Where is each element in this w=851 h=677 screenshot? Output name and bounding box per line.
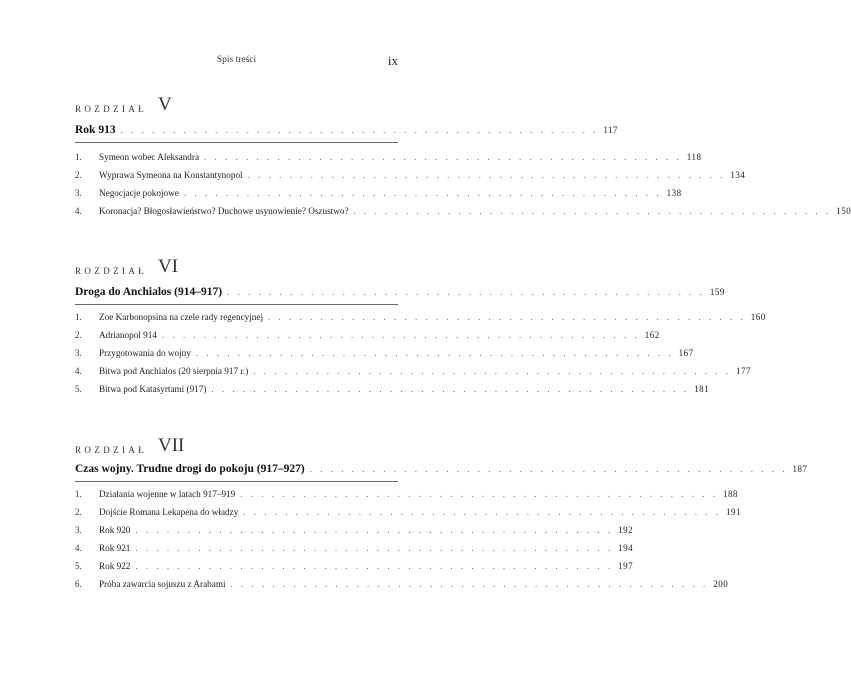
dot-leader: . . . . . . . . . . . . . . . . . . . . . . . . . . . . . . . . . . . . . . . . . . . . . . [204,152,682,162]
toc-item[interactable] [75,507,742,521]
chapter-label: ROZDZIAŁ [75,104,148,114]
part-entry[interactable] [75,286,725,302]
item-title: Próba zawarcia sojuszu z Arabami [99,579,226,589]
item-title: Działania wojenne w latach 917–919 [99,489,236,499]
dot-leader: . . . . . . . . . . . . . . . . . . . . . . . . . . . . . . . . . . . . . . . . . . . . . . [268,312,746,322]
chapter-heading [75,433,398,455]
dot-leader: . . . . . . . . . . . . . . . . . . . . . . . . . . . . . . . . . . . . . . . . . . . . . . [230,579,709,589]
toc-item[interactable] [75,561,634,575]
part-entry[interactable] [75,463,808,479]
part-page: 187 [792,464,808,474]
toc-item[interactable] [75,543,634,557]
toc-item[interactable] [75,312,766,326]
item-page: 138 [666,188,682,198]
chapter-number: VI [158,256,179,277]
item-number: 3. [75,525,82,535]
item-title: Koronacja? Błogosławieństwo? Duchowe usynowienie? Oszustwo? [99,206,349,216]
running-head [75,53,398,69]
dot-leader: . . . . . . . . . . . . . . . . . . . . . . . . . . . . . . . . . . . . . . . . . . . . . . [120,125,599,135]
item-number: 2. [75,170,82,180]
toc-item[interactable] [75,188,682,202]
item-page: 177 [736,366,752,376]
item-page: 134 [730,170,746,180]
item-page: 192 [618,525,634,535]
dot-leader: . . . . . . . . . . . . . . . . . . . . . . . . . . . . . . . . . . . . . . . . . . . . . . [247,170,726,180]
item-page: 188 [722,489,738,499]
item-title: Bitwa pod Anchialos (20 sierpnia 917 r.) [99,366,249,376]
dot-leader: . . . . . . . . . . . . . . . . . . . . . . . . . . . . . . . . . . . . . . . . . . . . . . [135,525,614,535]
item-number: 2. [75,330,82,340]
chapter-vii [75,433,808,589]
toc-item[interactable] [75,330,660,344]
part-page: 159 [709,287,725,297]
part-title: Czas wojny. Trudne drogi do pokoju (917–927) [75,463,305,475]
item-page: 150 [836,206,851,216]
item-title: Dojście Romana Lekapena do władzy [99,507,239,517]
item-title: Wyprawa Symeona na Konstantynopol [99,170,243,180]
part-title: Rok 913 [75,124,116,136]
item-page: 191 [726,507,742,517]
dot-leader: . . . . . . . . . . . . . . . . . . . . . . . . . . . . . . . . . . . . . . . . . . . . . . [135,543,614,553]
toc-item[interactable] [75,206,851,220]
item-page: 181 [694,384,710,394]
item-number: 4. [75,206,82,216]
dot-leader: . . . . . . . . . . . . . . . . . . . . . . . . . . . . . . . . . . . . . . . . . . . . . . [243,507,722,517]
item-page: 167 [678,348,694,358]
dot-leader: . . . . . . . . . . . . . . . . . . . . . . . . . . . . . . . . . . . . . . . . . . . . . . [183,188,662,198]
toc-item[interactable] [75,366,752,380]
toc-item[interactable] [75,348,694,362]
toc-item[interactable] [75,384,710,398]
toc-item[interactable] [75,525,634,539]
dot-leader: . . . . . . . . . . . . . . . . . . . . . . . . . . . . . . . . . . . . . . . . . . . . . . [161,330,640,340]
dot-leader: . . . . . . . . . . . . . . . . . . . . . . . . . . . . . . . . . . . . . . . . . . . . . . [135,561,614,571]
divider-rule [75,304,398,305]
part-entry[interactable] [75,124,618,140]
item-number: 5. [75,561,82,571]
part-page: 117 [603,125,618,135]
dot-leader: . . . . . . . . . . . . . . . . . . . . . . . . . . . . . . . . . . . . . . . . . . . . . . [253,366,732,376]
toc-item[interactable] [75,170,746,184]
chapter-number: V [158,94,172,115]
item-number: 3. [75,348,82,358]
item-title: Negocjacje pokojowe [99,188,179,198]
dot-leader: . . . . . . . . . . . . . . . . . . . . . . . . . . . . . . . . . . . . . . . . . . . . . . [211,384,690,394]
running-title: Spis treści [216,55,257,65]
chapter-v [75,92,851,216]
item-page: 162 [644,330,660,340]
item-title: Adrianopol 914 [99,330,157,340]
divider-rule [75,142,398,143]
item-page: 197 [618,561,634,571]
item-title: Rok 922 [99,561,131,571]
chapter-heading [75,254,398,276]
toc-item[interactable] [75,152,702,166]
item-number: 1. [75,312,82,322]
item-page: 194 [618,543,634,553]
item-number: 1. [75,152,82,162]
item-page: 118 [686,152,702,162]
item-title: Przygotowania do wojny [99,348,191,358]
chapter-heading [75,92,398,114]
chapter-label: ROZDZIAŁ [75,266,148,276]
toc-item[interactable] [75,579,729,593]
item-title: Zoe Karbonopsina na czele rady regencyjnej [99,312,264,322]
chapter-number: VII [158,435,185,456]
item-number: 1. [75,489,82,499]
item-number: 3. [75,188,82,198]
item-title: Symeon wobec Aleksandra [99,152,200,162]
dot-leader: . . . . . . . . . . . . . . . . . . . . . . . . . . . . . . . . . . . . . . . . . . . . . . [195,348,674,358]
page-number: ix [387,53,398,68]
dot-leader: . . . . . . . . . . . . . . . . . . . . . . . . . . . . . . . . . . . . . . . . . . . . . . [240,489,718,499]
item-number: 4. [75,543,82,553]
item-number: 2. [75,507,82,517]
item-page: 200 [713,579,729,589]
part-title: Droga do Anchialos (914–917) [75,286,223,298]
item-title: Rok 920 [99,525,131,535]
item-title: Rok 921 [99,543,131,553]
item-number: 6. [75,579,82,589]
item-number: 4. [75,366,82,376]
item-number: 5. [75,384,82,394]
toc-item[interactable] [75,489,738,503]
item-title: Bitwa pod Katasyrtami (917) [99,384,207,394]
chapter-vi [75,254,766,394]
chapter-label: ROZDZIAŁ [75,445,148,455]
dot-leader: . . . . . . . . . . . . . . . . . . . . . . . . . . . . . . . . . . . . . . . . . . . . . . [309,464,788,474]
item-page: 160 [750,312,766,322]
dot-leader: . . . . . . . . . . . . . . . . . . . . . . . . . . . . . . . . . . . . . . . . . . . . . . [227,287,705,297]
dot-leader: . . . . . . . . . . . . . . . . . . . . . . . . . . . . . . . . . . . . . . . . . . . . . . [353,206,832,216]
divider-rule [75,481,398,482]
